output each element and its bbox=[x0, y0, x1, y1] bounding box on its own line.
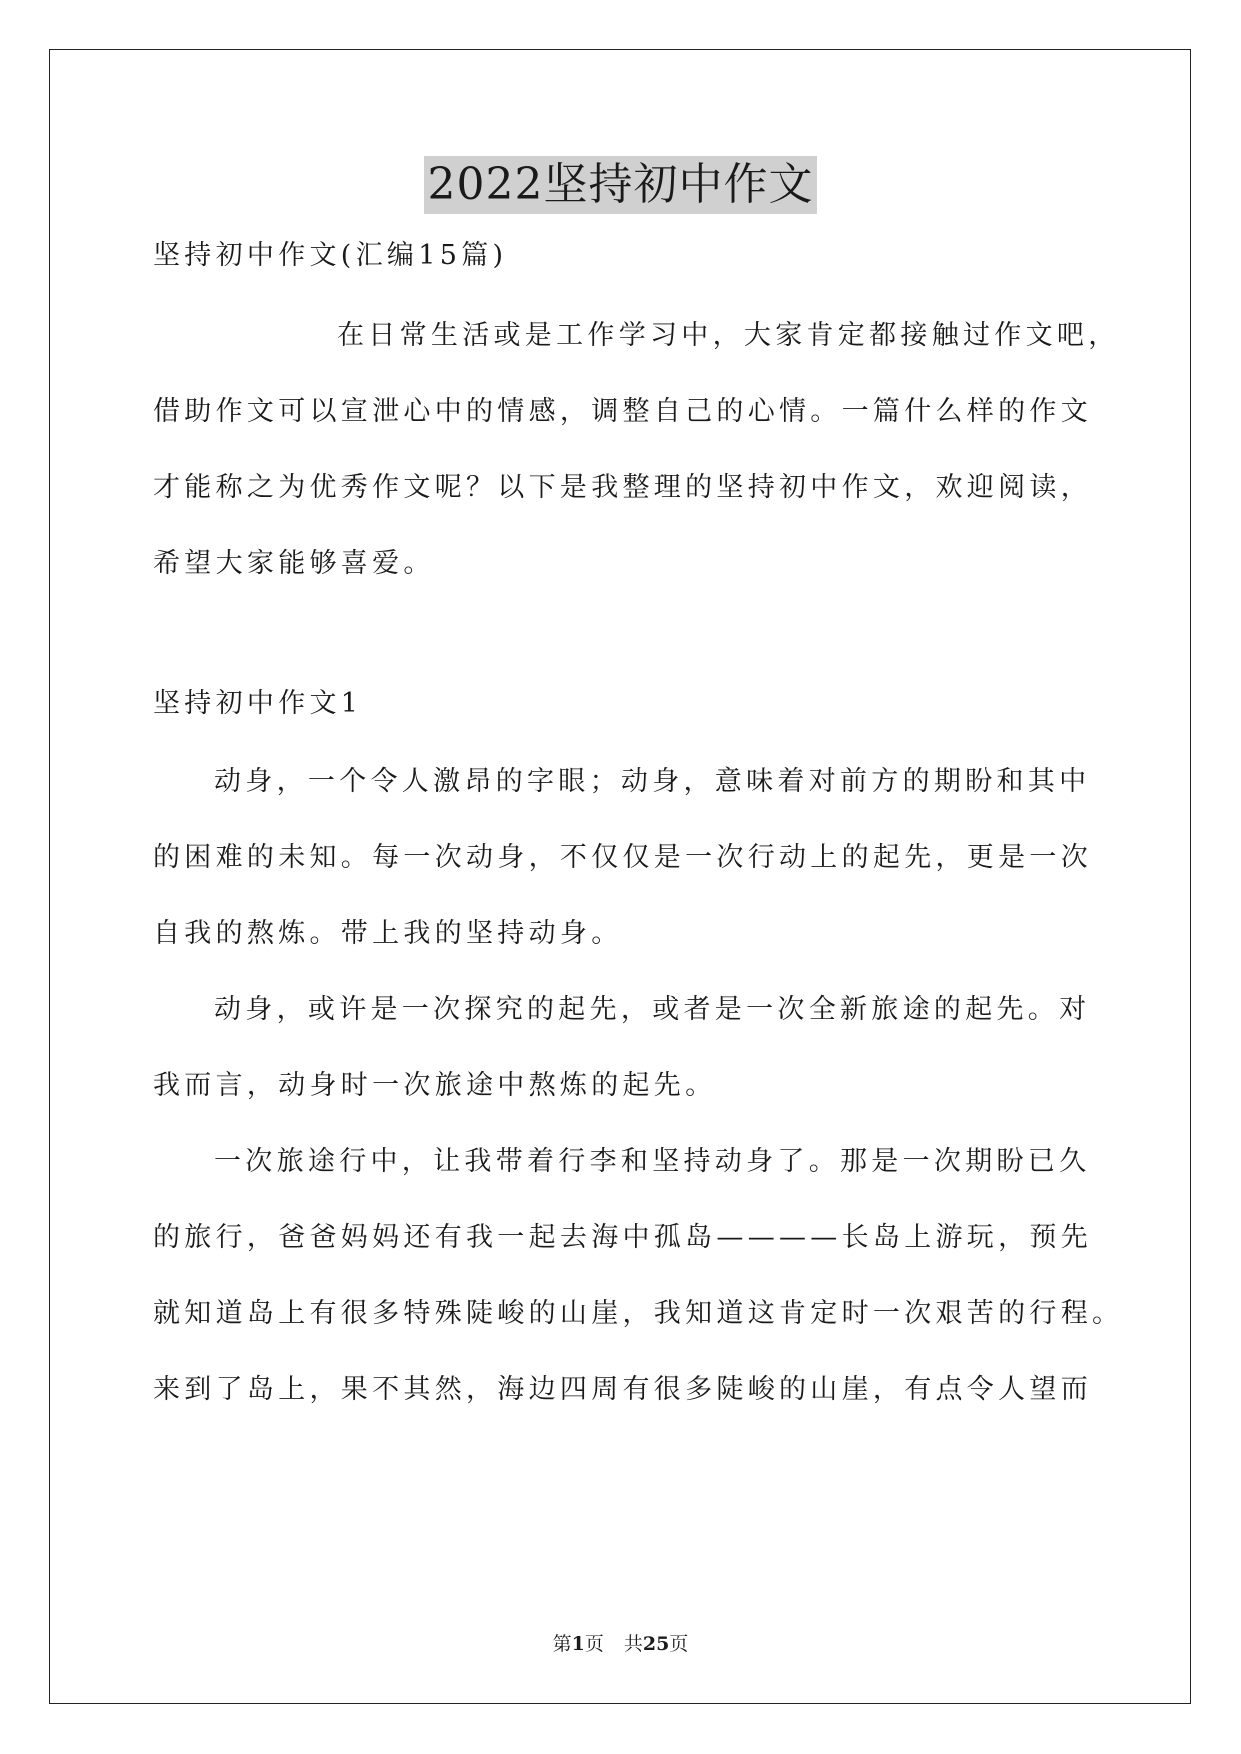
intro-line: 希望大家能够喜爱。 bbox=[153, 548, 435, 579]
body-line: 的困难的未知。每一次动身，不仅仅是一次行动上的起先，更是一次 bbox=[153, 842, 1092, 873]
section-heading: 坚持初中作文1 bbox=[153, 688, 363, 719]
document-title bbox=[0, 156, 1241, 214]
total-pages: 25 bbox=[642, 1633, 670, 1655]
intro-line: 借助作文可以宣泄心中的情感，调整自己的心情。一篇什么样的作文 bbox=[153, 396, 1092, 427]
page-footer bbox=[0, 1632, 1241, 1656]
page-number: 1 bbox=[571, 1633, 585, 1655]
intro-line: 才能称之为优秀作文呢？以下是我整理的坚持初中作文，欢迎阅读， bbox=[153, 472, 1092, 503]
body-line: 动身，一个令人激昂的字眼；动身，意味着对前方的期盼和其中 bbox=[214, 766, 1091, 797]
body-line: 的旅行，爸爸妈妈还有我一起去海中孤岛————长岛上游玩，预先 bbox=[153, 1222, 1092, 1253]
page-unit: 页 bbox=[584, 1633, 604, 1655]
body-line: 一次旅途行中，让我带着行李和坚持动身了。那是一次期盼已久 bbox=[214, 1146, 1091, 1177]
intro-line: 在日常生活或是工作学习中，大家肯定都接触过作文吧， bbox=[337, 320, 1120, 351]
body-line: 动身，或许是一次探究的起先，或者是一次全新旅途的起先。对 bbox=[214, 994, 1091, 1025]
total-prefix: 共 bbox=[623, 1633, 643, 1655]
body-line: 来到了岛上，果不其然，海边四周有很多陡峻的山崖，有点令人望而 bbox=[153, 1374, 1092, 1405]
document-subtitle: 坚持初中作文(汇编15篇) bbox=[153, 240, 508, 271]
body-line: 自我的熬炼。带上我的坚持动身。 bbox=[153, 918, 623, 949]
document-title-text: 2022坚持初中作文 bbox=[424, 156, 818, 214]
total-unit: 页 bbox=[669, 1633, 689, 1655]
body-line: 就知道岛上有很多特殊陡峻的山崖，我知道这肯定时一次艰苦的行程。 bbox=[153, 1298, 1124, 1329]
body-line: 我而言，动身时一次旅途中熬炼的起先。 bbox=[153, 1070, 717, 1101]
page-prefix: 第 bbox=[552, 1633, 572, 1655]
